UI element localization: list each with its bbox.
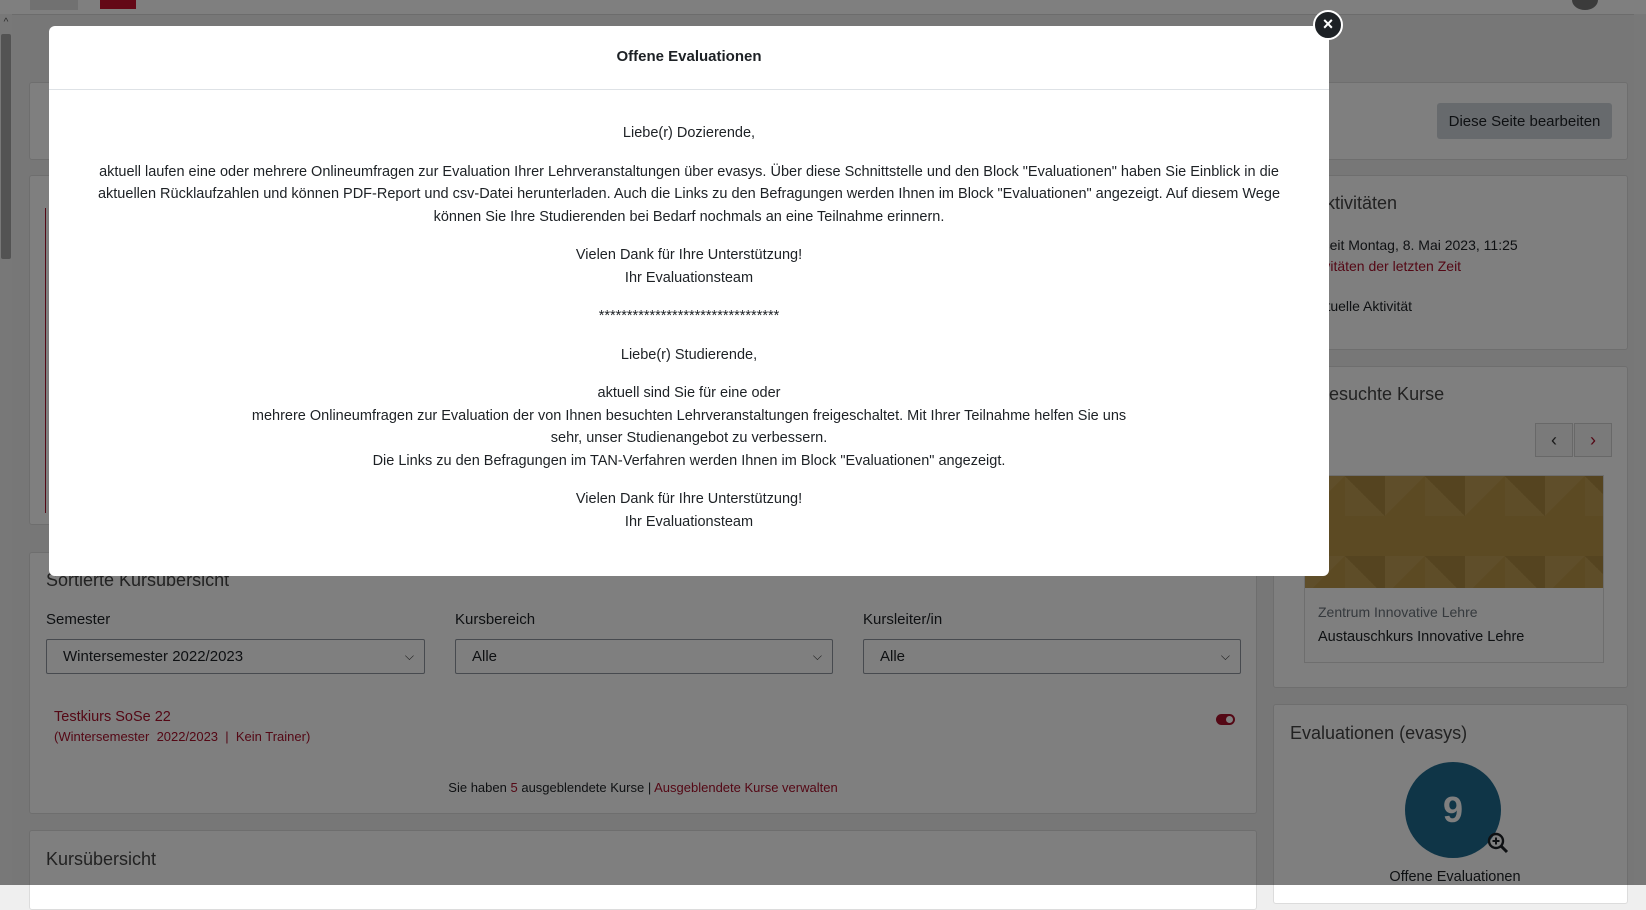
separator: ********************************	[598, 308, 780, 324]
students-line-3: sehr, unser Studienangebot zu verbessern.	[550, 430, 828, 446]
students-line-4: Die Links zu den Befragungen im TAN-Verfahren werden Ihnen im Block "Evaluationen" angezeigt.	[372, 452, 1006, 469]
greeting-students: Liebe(r) Studierende,	[620, 346, 758, 363]
open-evaluations-modal	[49, 26, 1329, 576]
thanks-block-2	[79, 488, 1299, 533]
close-icon[interactable]: ×	[1313, 10, 1343, 40]
modal-title: Offene Evaluationen	[616, 48, 762, 65]
greeting-teachers: Liebe(r) Dozierende,	[622, 125, 756, 141]
thanks-block-1	[79, 244, 1299, 289]
teachers-text: aktuell laufen eine oder mehrere Onlineumfragen zur Evaluation Ihrer Lehrveranstaltungen über evasys. Über diese Schnittstelle und den Block "Evaluationen" haben Sie Einblick in die aktuellen Rücklaufzahlen und können PDF-Report und csv-Datei herunterladen. Auch die Links zu den Befragungen werden Ihnen im Block "Evaluationen" angezeigt. Auf diesem Wege können Sie Ihre Studierenden bei Bedarf nochmals an eine Teilnahme erinnern.	[97, 163, 1281, 225]
modal-body	[79, 122, 1299, 549]
team-signature-2: Ihr Evaluationsteam	[624, 513, 754, 530]
students-line-2: mehrere Onlineumfragen zur Evaluation der von Ihnen besuchten Lehrveranstaltungen freigeschaltet. Mit Ihrer Teilnahme helfen Sie uns	[251, 407, 1127, 424]
team-signature-1: Ihr Evaluationsteam	[624, 269, 754, 286]
thanks-text-2: Vielen Dank für Ihre Unterstützung!	[575, 491, 803, 507]
students-line-1: aktuell sind Sie für eine oder	[597, 385, 781, 401]
students-text	[79, 382, 1299, 472]
thanks-text-1: Vielen Dank für Ihre Unterstützung!	[575, 247, 803, 263]
modal-header	[49, 26, 1329, 90]
